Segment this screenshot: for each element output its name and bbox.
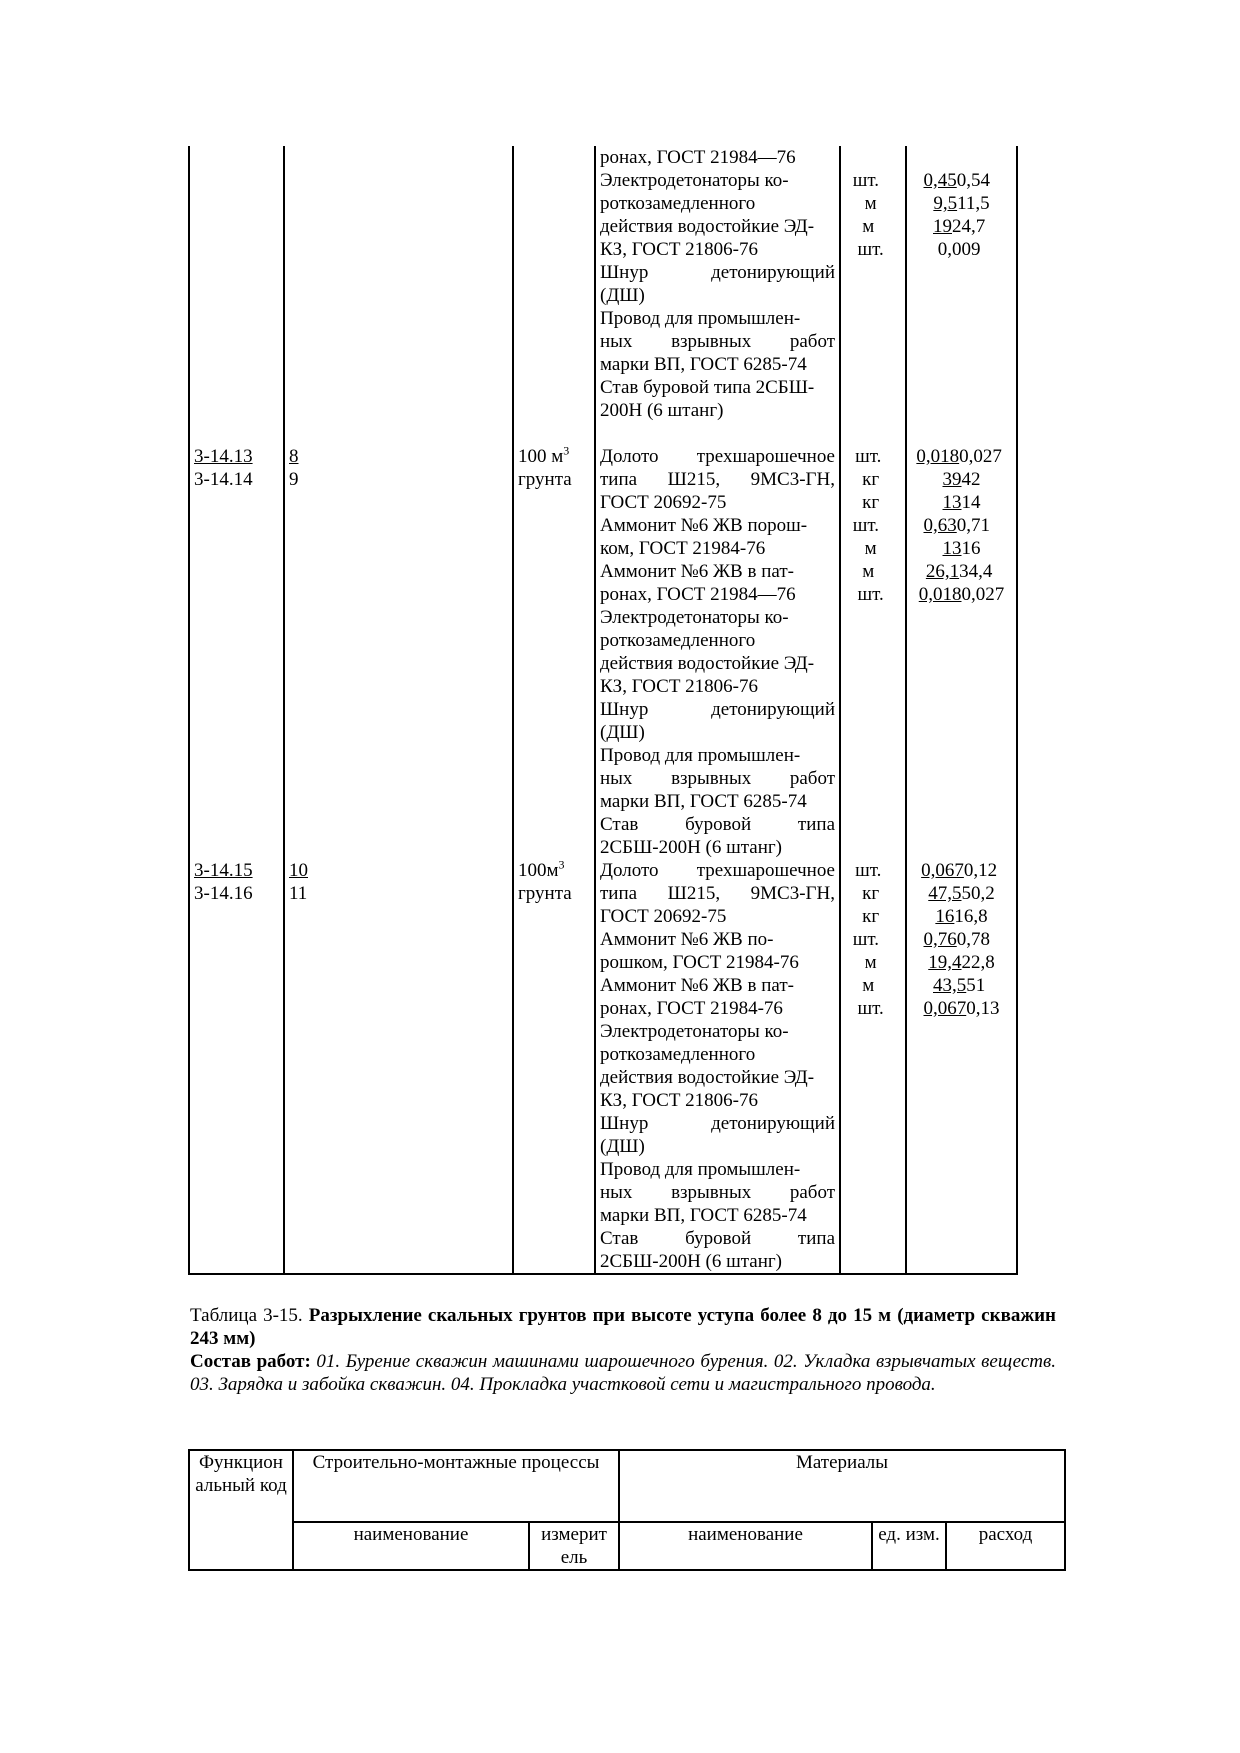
amount-alt	[995, 515, 1000, 536]
process-name-cell	[284, 859, 513, 1274]
unit-spacer	[879, 561, 884, 582]
amount-alt: 22,8	[961, 952, 995, 973]
material-line: 2СБШ-200Н (6 штанг)	[600, 837, 783, 858]
amount-norm: 0,018	[916, 446, 960, 467]
material-line: типа Ш215, 9МС3-ГН,	[600, 883, 835, 904]
code-1: 3-14.15	[194, 860, 253, 881]
amount-alt: 51	[966, 975, 986, 996]
unit-cell	[840, 146, 906, 422]
amount-item	[911, 514, 1012, 537]
unit-item	[845, 997, 901, 1020]
material-line: Шнур детонирующий	[600, 699, 835, 720]
code-2: 3-14.16	[194, 883, 253, 904]
amount-item	[911, 468, 1012, 491]
works-text: 01. Бурение скважин машинами шарошечного бурения. 02. Укладка взрывчатых веществ. 03. Зарядка и забойка скважин. 04. Прокладка участковой сети и магистрального провода.	[190, 1351, 1056, 1395]
header-meter: измерит ель	[529, 1522, 619, 1570]
process-name-cell	[284, 422, 513, 859]
amount-alt: 0,027	[961, 584, 1005, 605]
material-item	[600, 859, 835, 928]
amount-item	[911, 560, 1012, 583]
caption-title	[190, 1304, 1056, 1350]
material-line: (ДШ)	[600, 285, 645, 306]
material-line: марки ВП, ГОСТ 6285-74	[600, 1205, 807, 1226]
material-line: действия водостойкие ЭД-	[600, 653, 815, 674]
material-name-cell	[595, 859, 840, 1274]
material-line: роткозамедленного	[600, 630, 756, 651]
material-line: роткозамедленного	[600, 193, 756, 214]
amount-alt	[1002, 446, 1007, 467]
amount-alt	[997, 860, 1002, 881]
amount-norm: 0,009	[937, 239, 981, 260]
header-functional-code: Функцион альный код	[189, 1450, 293, 1570]
header-amount: расход	[946, 1522, 1065, 1570]
amount-alt	[985, 975, 990, 996]
material-item	[600, 1158, 835, 1227]
process-name-cell	[284, 146, 513, 422]
material-line: ком, ГОСТ 21984-76	[600, 538, 766, 559]
code-cell	[189, 146, 284, 422]
amount-alt: 0,12	[963, 860, 998, 881]
material-line: Долото трехшарошечное	[600, 446, 835, 467]
table-row	[189, 422, 1017, 859]
material-item	[600, 744, 835, 813]
unit-spacer	[884, 239, 889, 260]
unit-value: кг	[862, 492, 880, 513]
unit-value: м	[864, 193, 877, 214]
meter-value: 100 $м^3$	[518, 443, 570, 467]
material-item	[600, 560, 835, 606]
unit-item	[845, 560, 901, 583]
unit-spacer	[884, 584, 889, 605]
code-2: 3-14.14	[194, 469, 253, 490]
amount-norm	[959, 147, 964, 168]
unit-spacer	[886, 860, 891, 881]
amount-norm: 0,067	[923, 998, 967, 1019]
code-1: 3-14.13	[194, 446, 253, 467]
material-line: ГОСТ 20692-75	[600, 492, 727, 513]
material-line: Став буровой типа 2СБШ-	[600, 377, 815, 398]
unit-value: шт.	[855, 446, 882, 467]
amount-norm: 0,45	[923, 170, 957, 191]
unit-item	[845, 514, 901, 537]
material-line: Электродетонаторы ко-	[600, 170, 789, 191]
unit-spacer	[877, 193, 882, 214]
unit-value: шт.	[855, 860, 882, 881]
unit-value: кг	[862, 906, 880, 927]
material-line: Провод для промышлен-	[600, 308, 801, 329]
material-item	[600, 813, 835, 859]
amount-alt: 24,7	[952, 216, 986, 237]
material-line: Шнур детонирующий	[600, 1113, 835, 1134]
code-cell	[189, 859, 284, 1274]
amount-alt: 16,8	[954, 906, 988, 927]
amount-cell	[906, 859, 1017, 1274]
amount-item	[911, 445, 1012, 468]
unit-item	[845, 146, 901, 169]
material-item	[600, 261, 835, 307]
unit-item	[845, 974, 901, 997]
amount-item	[911, 238, 1012, 261]
unit-value: кг	[862, 883, 880, 904]
amount-alt: 0,13	[966, 998, 1000, 1019]
amount-item	[911, 997, 1012, 1020]
meter-unit: грунта	[518, 469, 572, 490]
code-cell	[189, 422, 284, 859]
material-item	[600, 974, 835, 1020]
material-line: Аммонит №6 ЖВ порош-	[600, 515, 808, 536]
unit-value: шт.	[852, 515, 879, 536]
unit-item	[845, 192, 901, 215]
material-line: Провод для промышлен-	[600, 745, 801, 766]
material-item	[600, 307, 835, 376]
material-item	[600, 1112, 835, 1158]
unit-value	[871, 147, 876, 168]
amount-alt: 0,71	[956, 515, 990, 536]
meter-cell	[513, 422, 595, 859]
amount-norm: 39	[942, 469, 962, 490]
unit-value: м	[862, 216, 875, 237]
amount-alt: 14	[961, 492, 981, 513]
material-line: КЗ, ГОСТ 21806-76	[600, 239, 759, 260]
amount-norm: 26,1	[925, 561, 960, 582]
material-line: 200Н (6 штанг)	[600, 400, 724, 421]
material-line: Долото трехшарошечное	[600, 860, 835, 881]
unit-spacer	[877, 538, 882, 559]
table-header	[188, 1449, 1066, 1571]
material-line: (ДШ)	[600, 722, 645, 743]
table-caption	[190, 1304, 1056, 1396]
process-num-1: 8	[289, 446, 299, 467]
header-unit: ед. изм.	[872, 1522, 946, 1570]
meter-cell	[513, 146, 595, 422]
material-item	[600, 445, 835, 514]
amount-alt: 0,78	[956, 929, 990, 950]
unit-item	[845, 928, 901, 951]
amount-alt	[981, 239, 986, 260]
amount-item	[911, 905, 1012, 928]
header-materials: Материалы	[619, 1450, 1065, 1522]
process-num-2: 9	[289, 469, 299, 490]
material-line: Став буровой типа	[600, 1228, 835, 1249]
material-line: Аммонит №6 ЖВ в пат-	[600, 975, 794, 996]
amount-item	[911, 882, 1012, 905]
material-line: ГОСТ 20692-75	[600, 906, 727, 927]
material-line: роткозамедленного	[600, 1044, 756, 1065]
material-line: (ДШ)	[600, 1136, 645, 1157]
unit-spacer	[889, 515, 894, 536]
amount-alt	[995, 929, 1000, 950]
unit-value: м	[864, 538, 877, 559]
meter-unit: грунта	[518, 883, 572, 904]
amount-norm: 43,5	[933, 975, 967, 996]
material-line: Провод для промышлен-	[600, 1159, 801, 1180]
material-line: марки ВП, ГОСТ 6285-74	[600, 791, 807, 812]
unit-item	[845, 882, 901, 905]
materials-table-continued	[188, 146, 1018, 1275]
amount-alt	[995, 170, 1000, 191]
table-row	[189, 859, 1017, 1274]
unit-item	[845, 169, 901, 192]
amount-item	[911, 974, 1012, 997]
amount-norm: 16	[935, 906, 955, 927]
amount-item	[911, 169, 1012, 192]
amount-item	[911, 537, 1012, 560]
unit-spacer	[884, 998, 889, 1019]
amount-item	[911, 951, 1012, 974]
material-line: Электродетонаторы ко-	[600, 607, 789, 628]
material-line: ных взрывных работ	[600, 1182, 835, 1203]
unit-item	[845, 445, 901, 468]
unit-value: м	[862, 975, 875, 996]
amount-item	[911, 146, 1012, 169]
material-item	[600, 928, 835, 974]
material-item	[600, 146, 835, 169]
unit-item	[845, 859, 901, 882]
caption-title-text: Разрыхление скальных грунтов при высоте уступа более 8 до 15 м (диаметр скважин 243 мм)	[190, 1305, 1056, 1349]
unit-value: шт.	[852, 929, 879, 950]
amount-item	[911, 859, 1012, 882]
material-line: КЗ, ГОСТ 21806-76	[600, 1090, 759, 1111]
amount-item	[911, 928, 1012, 951]
material-line: КЗ, ГОСТ 21806-76	[600, 676, 759, 697]
process-num-2: 11	[289, 883, 308, 904]
amount-alt: 42	[961, 469, 981, 490]
amount-norm: 19,4	[928, 952, 962, 973]
unit-cell	[840, 859, 906, 1274]
material-line: действия водостойкие ЭД-	[600, 216, 815, 237]
amount-cell	[906, 146, 1017, 422]
caption-prefix: Таблица 3-15.	[190, 1305, 309, 1326]
works-label: Состав работ:	[190, 1351, 311, 1372]
material-line: ронах, ГОСТ 21984-76	[600, 998, 783, 1019]
material-line: типа Ш215, 9МС3-ГН,	[600, 469, 835, 490]
meter-value: $100м^3$	[518, 857, 565, 881]
header-process-name: наименование	[293, 1522, 529, 1570]
material-line: ронах, ГОСТ 21984—76	[600, 584, 796, 605]
amount-norm: 19	[933, 216, 952, 237]
unit-spacer	[879, 906, 884, 927]
unit-value: кг	[862, 469, 880, 490]
amount-alt: 0,54	[956, 170, 990, 191]
amount-item	[911, 215, 1012, 238]
amount-alt: 34,4	[959, 561, 993, 582]
unit-spacer	[879, 216, 884, 237]
amount-alt: 0,027	[959, 446, 1002, 467]
unit-value: шт.	[857, 584, 884, 605]
amount-norm: 13	[942, 538, 962, 559]
unit-item	[845, 468, 901, 491]
unit-item	[845, 238, 901, 261]
works-composition	[190, 1350, 1056, 1396]
material-item	[600, 514, 835, 560]
amount-alt: 11,5	[957, 193, 990, 214]
amount-alt	[992, 561, 997, 582]
amount-item	[911, 491, 1012, 514]
unit-item	[845, 951, 901, 974]
material-item	[600, 376, 835, 422]
process-num-1: 10	[289, 860, 308, 881]
amount-cell	[906, 422, 1017, 859]
unit-item	[845, 491, 901, 514]
meter-cell	[513, 859, 595, 1274]
unit-spacer	[877, 952, 882, 973]
unit-item	[845, 215, 901, 238]
amount-norm: 0,018	[918, 584, 962, 605]
material-item	[600, 1020, 835, 1112]
unit-value: м	[862, 561, 875, 582]
material-line: 2СБШ-200Н (6 штанг)	[600, 1251, 783, 1272]
table-row	[189, 146, 1017, 422]
material-item	[600, 169, 835, 261]
unit-spacer	[889, 170, 894, 191]
material-line: ных взрывных работ	[600, 331, 835, 352]
unit-spacer	[889, 929, 894, 950]
material-item	[600, 606, 835, 698]
material-line: Став буровой типа	[600, 814, 835, 835]
unit-value: шт.	[857, 998, 884, 1019]
material-line: рошком, ГОСТ 21984-76	[600, 952, 799, 973]
unit-spacer	[879, 469, 884, 490]
amount-norm: 0,63	[923, 515, 957, 536]
material-line: Шнур детонирующий	[600, 262, 835, 283]
material-line: Аммонит №6 ЖВ в пат-	[600, 561, 794, 582]
amount-norm: 9,5	[933, 193, 958, 214]
unit-spacer	[879, 492, 884, 513]
unit-cell	[840, 422, 906, 859]
amount-norm: 0,067	[921, 860, 964, 881]
material-line: марки ВП, ГОСТ 6285-74	[600, 354, 807, 375]
unit-value: шт.	[857, 239, 884, 260]
material-name-cell	[595, 146, 840, 422]
amount-alt: 50,2	[961, 883, 995, 904]
amount-norm: 0,76	[923, 929, 957, 950]
unit-spacer	[879, 975, 884, 996]
amount-norm: 13	[942, 492, 962, 513]
material-line: Электродетонаторы ко-	[600, 1021, 789, 1042]
material-name-cell	[595, 422, 840, 859]
amount-item	[911, 192, 1012, 215]
material-line: действия водостойкие ЭД-	[600, 1067, 815, 1088]
amount-alt: 16	[961, 538, 981, 559]
header-material-name: наименование	[619, 1522, 872, 1570]
unit-item	[845, 537, 901, 560]
unit-spacer	[879, 883, 884, 904]
unit-value: шт.	[852, 170, 879, 191]
header-processes: Строительно-монтажные процессы	[293, 1450, 619, 1522]
unit-item	[845, 905, 901, 928]
amount-item	[911, 583, 1012, 606]
material-line: ных взрывных работ	[600, 768, 835, 789]
material-line: ронах, ГОСТ 21984—76	[600, 147, 796, 168]
unit-value: м	[864, 952, 877, 973]
material-line: Аммонит №6 ЖВ по-	[600, 929, 774, 950]
amount-alt	[985, 216, 990, 237]
amount-norm: 47,5	[928, 883, 962, 904]
unit-item	[845, 583, 901, 606]
unit-spacer	[886, 446, 891, 467]
material-item	[600, 1227, 835, 1273]
material-item	[600, 698, 835, 744]
